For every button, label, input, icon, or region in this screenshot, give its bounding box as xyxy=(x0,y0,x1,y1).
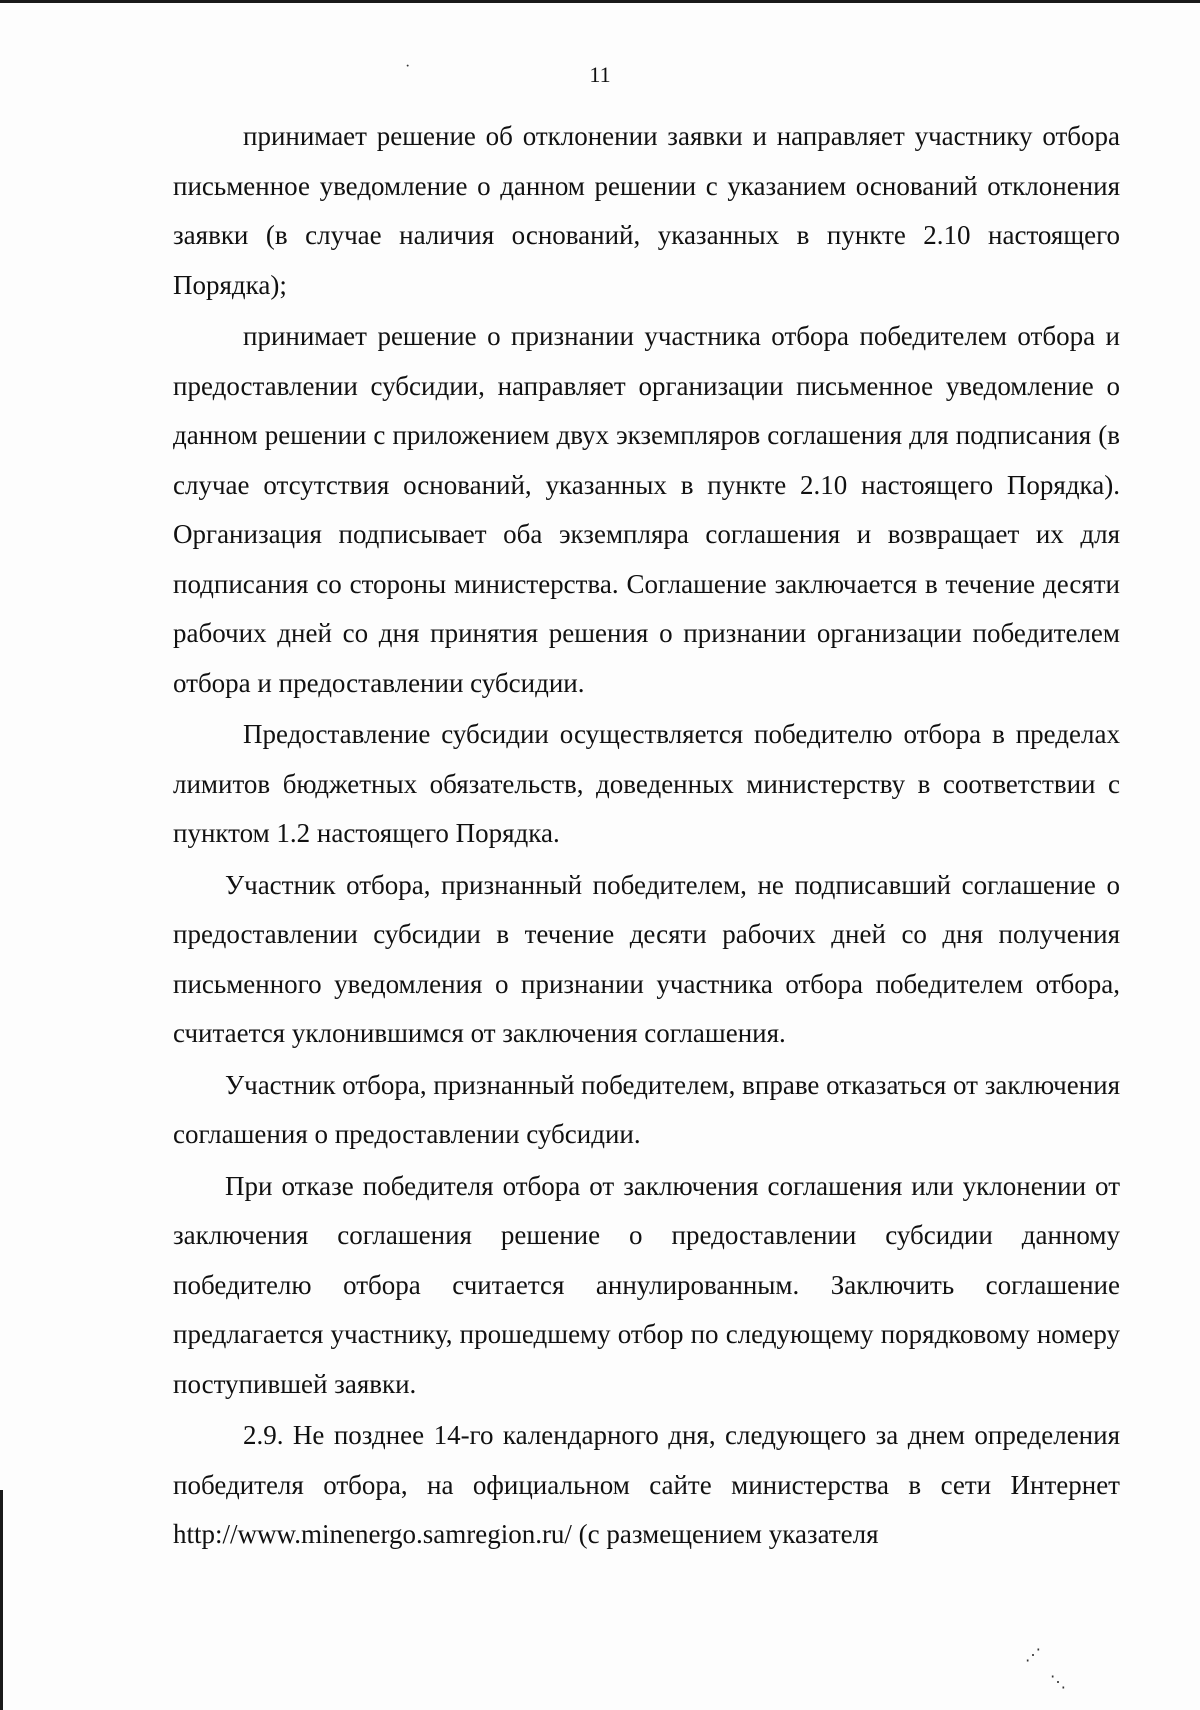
paragraph-right-to-refuse: Участник отбора, признанный победителем, вправе отказаться от заключения соглашения о предоставлении субсидии. xyxy=(173,1069,1120,1149)
scan-left-edge xyxy=(0,1490,3,1710)
document-body xyxy=(173,112,1120,1562)
scan-top-border xyxy=(0,0,1200,3)
scan-speck: ⋱ xyxy=(1050,1674,1066,1691)
paragraph-section-2-9: 2.9. Не позднее 14-го календарного дня, следующего за днем определения победителя отбора, на официальном сайте министерства в сети Интернет http://www.minenergo.samregion.ru/ (с размещением указателя xyxy=(173,1420,1120,1549)
paragraph-unsigned-agreement: Участник отбора, признанный победителем, не подписавший соглашение о предоставлении субсидии в течение десяти рабочих дней со дня получения письменного уведомления о признании участника отбора победителем отбора, считается уклонившимся от заключения соглашения. xyxy=(173,869,1120,1048)
paragraph-winner-decision: принимает решение о признании участника отбора победителем отбора и предоставлении субсидии, направляет организации письменное уведомление о данном решении с приложением двух экземпляров соглашения для подписания (в случае отсутствия оснований, указанных в пункте 2.10 настоящего Порядка). Организация подписывает оба экземпляра соглашения и возвращает их для подписания со стороны министерства. Соглашение заключается в течение десяти рабочих дней со дня принятия решения о признании организации победителем отбора и предоставлении субсидии. xyxy=(173,321,1120,698)
scan-speck: ⋰ xyxy=(1025,1647,1041,1664)
paragraph-refusal-consequences: При отказе победителя отбора от заключения соглашения или уклонении от заключения соглашения решение о предоставлении субсидии данному победителю отбора считается аннулированным. Заключить соглашение предлагается участнику, прошедшему отбор по следующему порядковому номеру поступившей заявки. xyxy=(173,1170,1120,1399)
paragraph-reject-application: принимает решение об отклонении заявки и направляет участнику отбора письменное уведомление о данном решении с указанием оснований отклонения заявки (в случае наличия оснований, указанных в пункте 2.10 настоящего Порядка); xyxy=(173,121,1120,300)
scan-speck: · xyxy=(405,58,411,75)
page-number: 11 xyxy=(589,62,611,87)
paragraph-subsidy-limits: Предоставление субсидии осуществляется победителю отбора в пределах лимитов бюджетных обязательств, доведенных министерству в соответствии с пунктом 1.2 настоящего Порядка. xyxy=(173,719,1120,848)
